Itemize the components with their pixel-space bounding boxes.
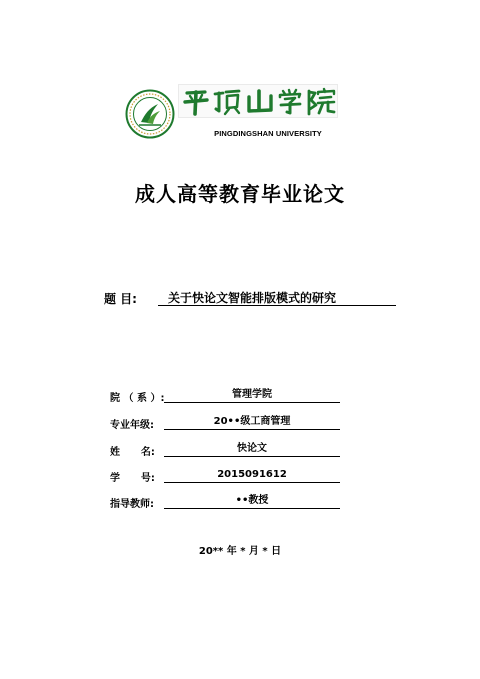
advisor-value: ••教授 [164,494,340,509]
document-title: 成人高等教育毕业论文 [135,182,345,206]
department-value: 管理学院 [164,388,340,403]
major-grade-value: 20••级工商管理 [164,415,340,430]
university-english-name: PINGDINGSHAN UNIVERSITY [214,129,322,138]
major-grade-label: 专业年级: [110,420,154,431]
topic-label: 题 目: [104,292,137,306]
name-value: 快论文 [164,442,340,457]
name-label: 姓 名: [110,447,155,458]
advisor-label: 指导教师: [110,499,154,510]
student-id-label: 学 号: [110,473,155,484]
university-seal-icon [125,89,175,139]
submission-date: 20** 年 * 月 * 日 [198,546,282,557]
topic-value: 关于快论文智能排版模式的研究 [158,290,396,306]
student-id-value: 2015091612 [164,468,340,483]
university-wordmark-logo [178,84,338,118]
department-label: 院 （ 系 ）: [110,393,165,404]
